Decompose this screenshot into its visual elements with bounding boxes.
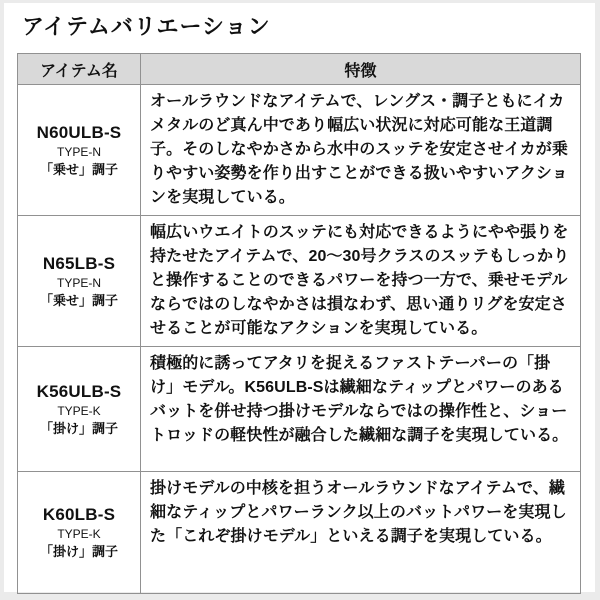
item-action-label: 「乗せ」調子 — [39, 161, 118, 177]
item-model-name: N65LB-S — [42, 253, 116, 273]
item-model-name: N60ULB-S — [36, 122, 122, 142]
page — [4, 3, 595, 592]
item-type-label: TYPE-K — [57, 403, 101, 418]
table-row — [18, 347, 581, 472]
table-row — [18, 472, 581, 594]
item-variation-table — [17, 53, 581, 594]
table-row — [18, 85, 581, 216]
item-model-name: K60LB-S — [42, 505, 116, 524]
column-header-item-name: アイテム名 — [18, 54, 141, 85]
item-model-name: K56ULB-S — [36, 381, 122, 401]
table-body — [18, 85, 581, 594]
item-name-cell — [18, 472, 141, 594]
item-type-label: TYPE-N — [56, 144, 101, 159]
item-description-cell: オールラウンドなアイテムで、レングス・調子ともにイカメタルのど真ん中であり幅広い状況に対応可能な王道調子。そのしなやかさから水中のスッテを安定させイカが乗りやすい姿勢を作り出すことができる扱いやすいアクションを実現している。 — [141, 85, 581, 216]
item-type-label: TYPE-K — [57, 527, 101, 541]
column-header-features: 特徴 — [141, 54, 581, 85]
item-description-cell: 幅広いウエイトのスッテにも対応できるようにやや張りを持たせたアイテムで、20〜30号クラスのスッテもしっかりと操作することのできるパワーを持つ一方で、乗せモデルならではのしなやかさは損なわず、思い通りリグを安定させることが可能なアクションを実現している。 — [141, 216, 581, 347]
table-row — [18, 216, 581, 347]
item-name-cell — [18, 347, 141, 472]
item-action-label: 「掛け」調子 — [39, 420, 118, 436]
header-row — [18, 54, 581, 85]
item-action-label: 「乗せ」調子 — [39, 292, 118, 308]
item-description-cell: 積極的に誘ってアタリを捉えるファストテーパーの「掛け」モデル。K56ULB-Sは繊細なティップとパワーのあるバットを併せ持つ掛けモデルならではの操作性と、ショートロッドの軽快性が融合した繊細な調子を実現している。 — [141, 347, 581, 472]
item-action-label: 「掛け」調子 — [39, 544, 118, 559]
item-description-cell: 掛けモデルの中核を担うオールラウンドなアイテムで、繊細なティップとパワーランク以上のバットパワーを実現した「これぞ掛けモデル」といえる調子を実現している。 — [141, 472, 581, 594]
item-name-cell — [18, 85, 141, 216]
item-type-label: TYPE-N — [56, 275, 101, 290]
item-name-cell — [18, 216, 141, 347]
page-title: アイテムバリエーション — [22, 14, 271, 39]
table-header — [18, 54, 581, 85]
